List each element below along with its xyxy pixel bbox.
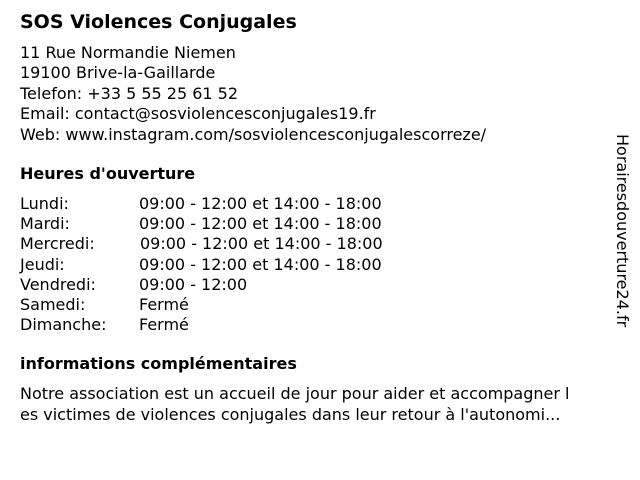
hours-time: 09:00 - 12:00 et 14:00 - 18:00 — [139, 194, 382, 213]
hours-heading: Heures d'ouverture — [20, 164, 196, 183]
email-line: Email: contact@sosviolencesconjugales19.fr — [20, 104, 376, 124]
hours-day: Jeudi: — [20, 254, 65, 274]
page-title: SOS Violences Conjugales — [20, 11, 297, 33]
site-watermark: Horairesdouverture24.fr — [613, 134, 632, 328]
hours-day: Dimanche: — [20, 315, 107, 335]
hours-time: 09:00 - 12:00 et 14:00 - 18:00 — [139, 214, 382, 234]
hours-time: Fermé — [139, 315, 189, 335]
hours-time: Fermé — [139, 294, 189, 314]
phone-line: Telefon: +33 5 55 25 61 52 — [20, 83, 239, 103]
hours-day: Lundi: — [20, 194, 69, 213]
info-heading: informations complémentaires — [20, 354, 297, 373]
hours-day: Samedi: — [20, 294, 86, 314]
hours-time: 09:00 - 12:00 et 14:00 - 18:00 — [140, 234, 383, 254]
hours-time: 09:00 - 12:00 — [139, 274, 248, 294]
hours-day: Mercredi: — [20, 234, 95, 254]
address-city: 19100 Brive-la-Gaillarde — [20, 63, 216, 83]
hours-time: 09:00 - 12:00 et 14:00 - 18:00 — [139, 254, 382, 274]
contact-block — [20, 43, 486, 145]
info-line: es victimes de violences conjugales dans leur retour à l'autonomi... — [20, 405, 561, 424]
info-description — [20, 383, 620, 425]
hours-day: Mardi: — [20, 214, 70, 234]
address-street: 11 Rue Normandie Niemen — [20, 43, 236, 62]
hours-day: Vendredi: — [20, 274, 96, 294]
info-line: Notre association est un accueil de jour pour aider et accompagner l — [20, 384, 570, 403]
web-line: Web: www.instagram.com/sosviolencesconjugalescorreze/ — [20, 124, 487, 144]
